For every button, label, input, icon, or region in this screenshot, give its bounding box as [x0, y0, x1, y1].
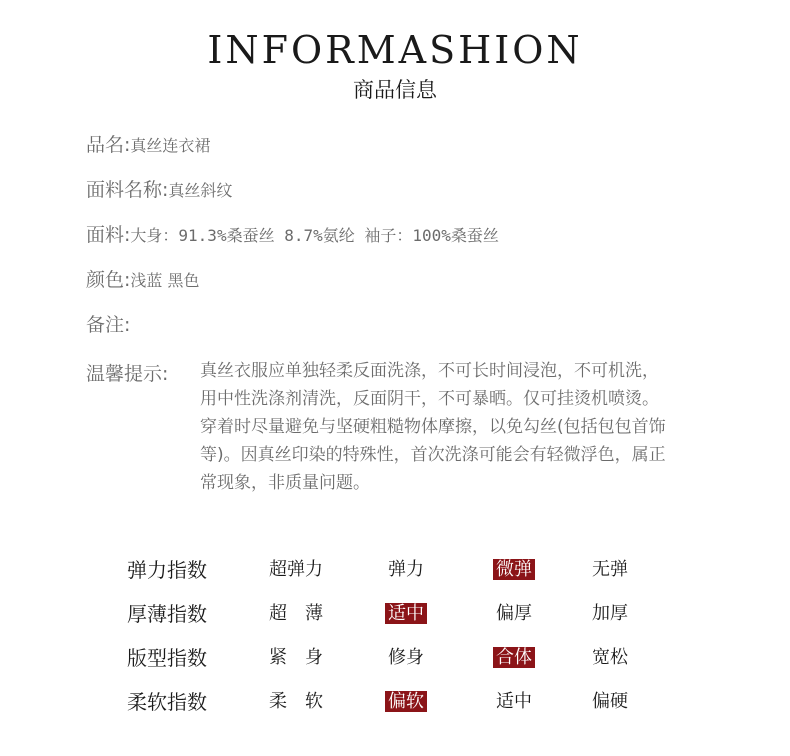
info-label: 温馨提示:: [86, 363, 169, 385]
tips-line: 穿着时尽量避免与坚硬粗糙物体摩擦，以免勾丝(包括包包首饰: [200, 417, 666, 437]
attribute-option: 修身: [388, 647, 424, 668]
tips-line: 真丝衣服应单独轻柔反面洗涤，不可长时间浸泡，不可机洗，: [200, 361, 659, 381]
info-label: 面料:: [86, 224, 131, 246]
attribute-option: 紧 身: [269, 647, 323, 668]
info-row-tips: [86, 359, 746, 497]
info-row-name: [86, 130, 746, 175]
info-row-fabric-name: [86, 175, 746, 220]
attribute-option: 适中: [496, 691, 532, 712]
tips-text: [200, 357, 740, 497]
attribute-label: 弹力指数: [127, 558, 207, 582]
attribute-row-fit: [127, 640, 747, 684]
info-row-color: [86, 265, 746, 310]
info-value: 真丝斜纹: [168, 181, 233, 200]
attribute-option: 柔 软: [269, 691, 323, 712]
attribute-label: 厚薄指数: [127, 602, 207, 626]
info-label: 颜色:: [86, 269, 131, 291]
attribute-option: 加厚: [592, 603, 628, 624]
attribute-option: 偏厚: [496, 603, 532, 624]
header: [0, 28, 790, 104]
attribute-label: 柔软指数: [127, 690, 207, 714]
attribute-row-softness: [127, 684, 747, 728]
info-label: 面料名称:: [86, 179, 169, 201]
attribute-option: 超弹力: [269, 559, 323, 580]
attribute-row-elasticity: [127, 552, 747, 596]
info-value: 真丝连衣裙: [130, 136, 211, 155]
attribute-option-selected: 合体: [493, 647, 535, 668]
attribute-option-selected: 适中: [385, 603, 427, 624]
attribute-grid: [127, 552, 747, 728]
page-title: INFORMASHION: [207, 28, 583, 72]
info-row-remarks: [86, 310, 746, 355]
attribute-option-selected: 偏软: [385, 691, 427, 712]
info-row-fabric: [86, 220, 746, 265]
info-value: 大身：91.3%桑蚕丝 8.7%氨纶 袖子：100%桑蚕丝: [130, 226, 499, 245]
tips-line: 用中性洗涤剂清洗，反面阴干，不可暴晒。仅可挂烫机喷烫。: [200, 389, 659, 409]
tips-line: 常现象，非质量问题。: [200, 473, 370, 493]
info-label: 品名:: [86, 134, 131, 156]
attribute-option: 宽松: [592, 647, 628, 668]
attribute-option: 超 薄: [269, 603, 323, 624]
attribute-option: 偏硬: [592, 691, 628, 712]
attribute-option-selected: 微弹: [493, 559, 535, 580]
attribute-option: 无弹: [592, 559, 628, 580]
tips-line: 等)。因真丝印染的特殊性，首次洗涤可能会有轻微浮色，属正: [200, 445, 666, 465]
product-info: [86, 130, 746, 497]
attribute-row-thickness: [127, 596, 747, 640]
attribute-option: 弹力: [388, 559, 424, 580]
attribute-label: 版型指数: [127, 646, 207, 670]
info-value: 浅蓝 黑色: [130, 271, 200, 290]
info-label: 备注:: [86, 314, 131, 336]
page-subtitle: 商品信息: [353, 78, 437, 102]
